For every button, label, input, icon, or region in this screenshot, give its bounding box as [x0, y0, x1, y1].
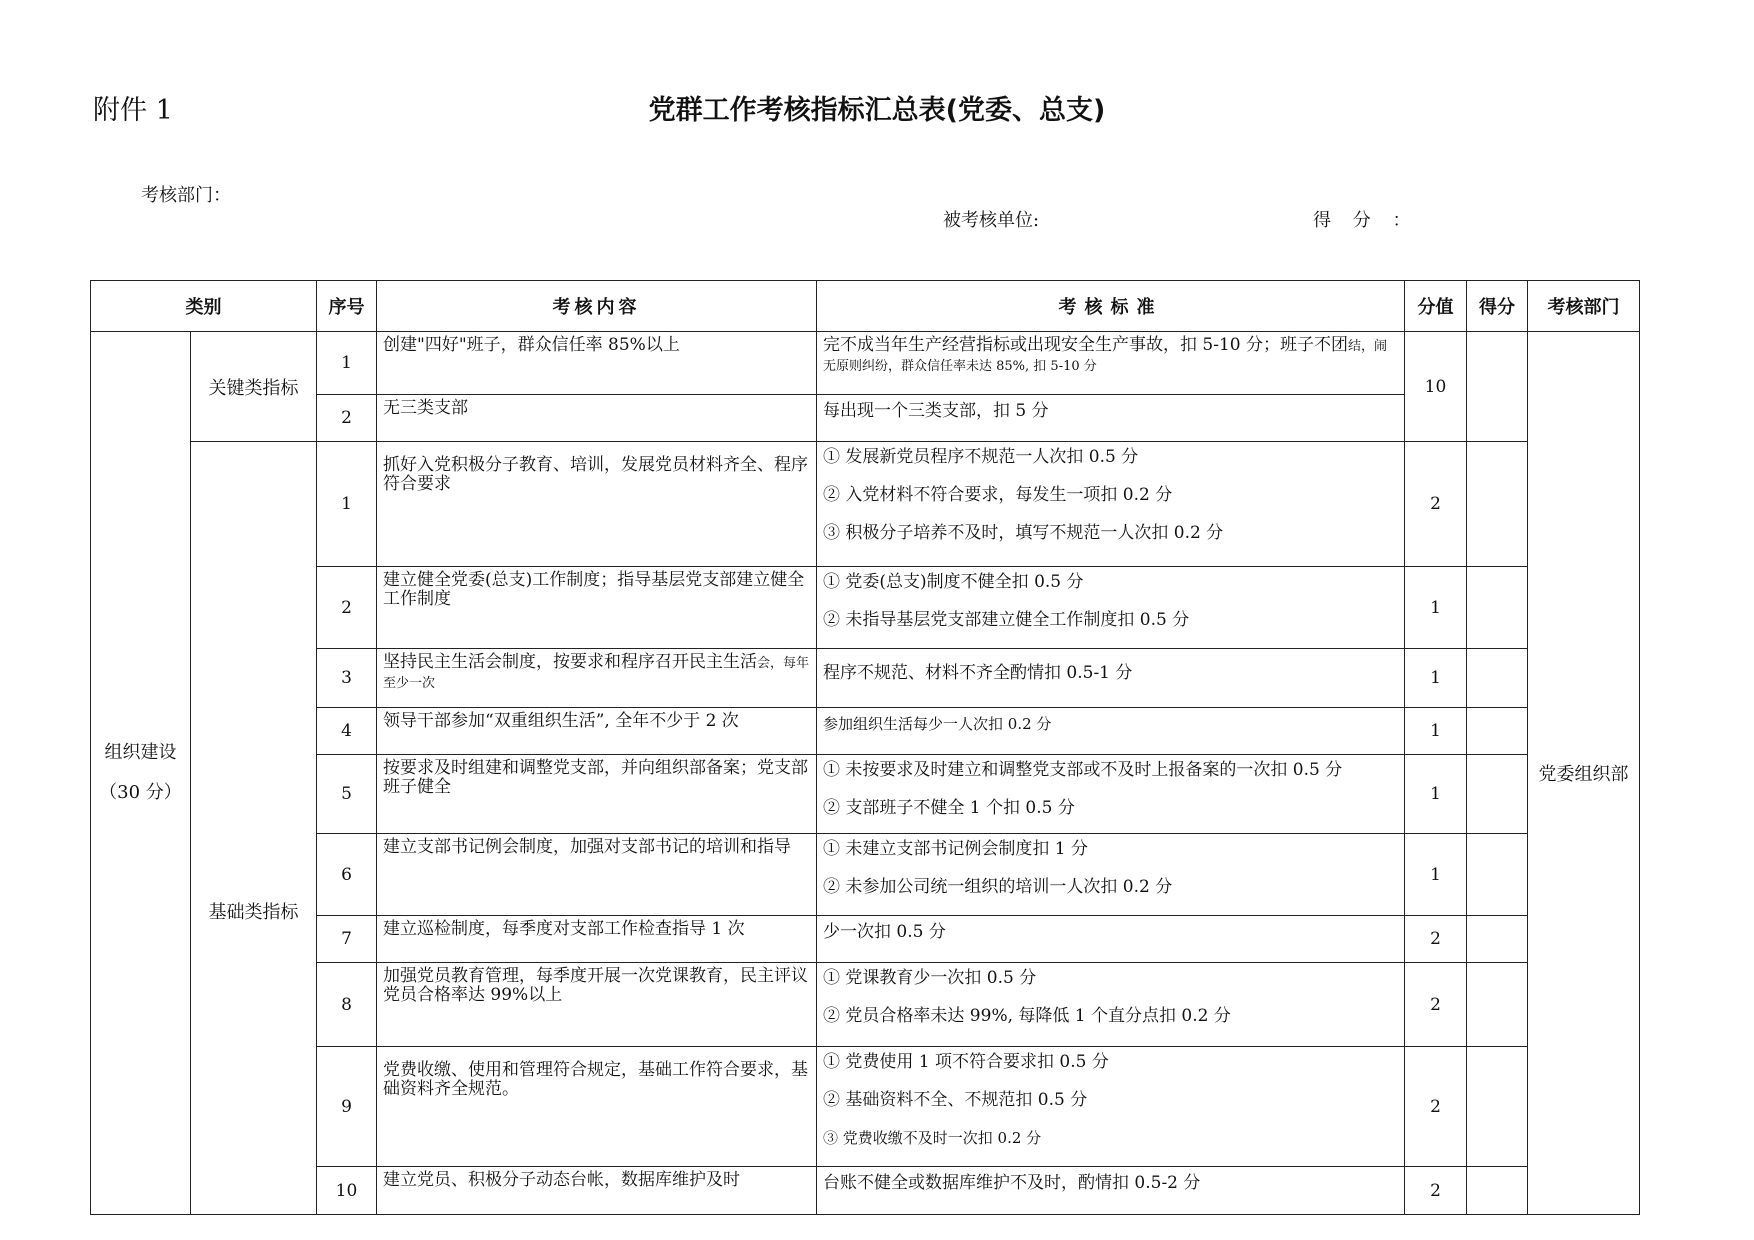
header-dept: 考核部门	[1528, 281, 1640, 332]
standard-line: 程序不规范、材料不齐全酌情扣 0.5-1 分	[823, 663, 1133, 683]
row-standard	[817, 649, 1405, 708]
row-score-cell[interactable]	[1467, 442, 1528, 567]
row-standard	[817, 1167, 1405, 1215]
standard-line: ① 党课教育少一次扣 0.5 分	[823, 968, 1037, 988]
standard-line: ① 未建立支部书记例会制度扣 1 分	[823, 839, 1089, 859]
row-value: 2	[1405, 442, 1467, 567]
standard-line: ② 未参加公司统一组织的培训一人次扣 0.2 分	[823, 877, 1173, 897]
page-title: 党群工作考核指标汇总表(党委、总支)	[648, 95, 1106, 126]
table-row	[91, 1047, 1640, 1167]
category-cell	[91, 332, 191, 1215]
header-no: 序号	[317, 281, 377, 332]
standard-line: ③ 积极分子培养不及时，填写不规范一人次扣 0.2 分	[823, 523, 1224, 543]
row-no: 4	[317, 708, 377, 755]
row-standard	[817, 395, 1405, 442]
subcategory-key: 关键类指标	[191, 332, 317, 442]
row-standard	[817, 332, 1405, 395]
row-value: 1	[1405, 708, 1467, 755]
assessment-table	[90, 280, 1640, 1215]
row-content	[377, 649, 817, 708]
row-standard	[817, 834, 1405, 916]
row-score-cell[interactable]	[1467, 332, 1528, 442]
row-value: 1	[1405, 834, 1467, 916]
row-no: 7	[317, 916, 377, 963]
row-standard	[817, 442, 1405, 567]
standard-line: 结，闹无原则纠纷，群众信任率未达 85%, 扣 5-10 分	[823, 339, 1388, 374]
standard-line: 完不成当年生产经营指标或出现安全生产事故，扣 5-10 分；班子不团	[823, 335, 1348, 355]
row-content: 按要求及时组建和调整党支部，并向组织部备案；党支部班子健全	[377, 755, 817, 834]
table-row	[91, 442, 1640, 567]
table-row	[91, 963, 1640, 1047]
dept-label: 考核部门：	[141, 185, 231, 206]
row-standard	[817, 1047, 1405, 1167]
standard-line: ② 入党材料不符合要求，每发生一项扣 0.2 分	[823, 485, 1173, 505]
header-value: 分值	[1405, 281, 1467, 332]
row-content: 建立党员、积极分子动态台帐，数据库维护及时	[377, 1167, 817, 1215]
row-value: 10	[1405, 332, 1467, 442]
row-score-cell[interactable]	[1467, 1047, 1528, 1167]
row-score-cell[interactable]	[1467, 755, 1528, 834]
standard-line: ① 党费使用 1 项不符合要求扣 0.5 分	[823, 1052, 1109, 1072]
row-value: 1	[1405, 755, 1467, 834]
row-score-cell[interactable]	[1467, 834, 1528, 916]
row-content: 党费收缴、使用和管理符合规定，基础工作符合要求，基础资料齐全规范。	[377, 1047, 817, 1167]
table-row	[91, 567, 1640, 649]
row-content: 加强党员教育管理，每季度开展一次党课教育，民主评议党员合格率达 99%以上	[377, 963, 817, 1047]
row-no: 10	[317, 1167, 377, 1215]
row-standard	[817, 755, 1405, 834]
attachment-label: 附件 1	[93, 95, 173, 126]
row-score-cell[interactable]	[1467, 1167, 1528, 1215]
row-content: 创建"四好"班子，群众信任率 85%以上	[377, 332, 817, 395]
row-standard	[817, 916, 1405, 963]
row-standard	[817, 963, 1405, 1047]
table-row	[91, 708, 1640, 755]
table-row	[91, 834, 1640, 916]
row-score-cell[interactable]	[1467, 567, 1528, 649]
table-row	[91, 755, 1640, 834]
row-score-cell[interactable]	[1467, 916, 1528, 963]
row-value: 2	[1405, 1047, 1467, 1167]
dept-cell: 党委组织部	[1528, 332, 1640, 1215]
header-score: 得分	[1467, 281, 1528, 332]
content-line: 坚持民主生活会制度，按要求和程序召开民主生活	[383, 652, 757, 672]
row-score-cell[interactable]	[1467, 649, 1528, 708]
subcategory-basic: 基础类指标	[191, 442, 317, 1215]
row-content: 建立支部书记例会制度，加强对支部书记的培训和指导	[377, 834, 817, 916]
row-content: 无三类支部	[377, 395, 817, 442]
table-row	[91, 649, 1640, 708]
category-name: 组织建设	[104, 742, 177, 763]
header-content: 考核内容	[377, 281, 817, 332]
standard-line: ① 党委(总支)制度不健全扣 0.5 分	[823, 572, 1084, 592]
standard-line: ① 发展新党员程序不规范一人次扣 0.5 分	[823, 447, 1139, 467]
table-row	[91, 1167, 1640, 1215]
content-line: 会，每年至少一次	[383, 656, 810, 691]
row-content: 建立巡检制度，每季度对支部工作检查指导 1 次	[377, 916, 817, 963]
row-content: 抓好入党积极分子教育、培训，发展党员材料齐全、程序符合要求	[377, 442, 817, 567]
standard-line: ③ 党费收缴不及时一次扣 0.2 分	[823, 1129, 1042, 1147]
row-value: 2	[1405, 963, 1467, 1047]
row-no: 6	[317, 834, 377, 916]
row-score-cell[interactable]	[1467, 963, 1528, 1047]
row-value: 2	[1405, 916, 1467, 963]
standard-line: ② 党员合格率未达 99%, 每降低 1 个直分点扣 0.2 分	[823, 1006, 1231, 1026]
category-points: （30 分）	[99, 782, 182, 803]
row-no: 3	[317, 649, 377, 708]
row-no: 8	[317, 963, 377, 1047]
row-content: 领导干部参加“双重组织生活”, 全年不少于 2 次	[377, 708, 817, 755]
row-value: 2	[1405, 1167, 1467, 1215]
score-label: 得 分 ：	[1313, 210, 1419, 231]
standard-line: ② 基础资料不全、不规范扣 0.5 分	[823, 1090, 1088, 1110]
row-standard	[817, 567, 1405, 649]
header-row	[91, 281, 1640, 332]
header-category: 类别	[91, 281, 317, 332]
standard-line: ② 支部班子不健全 1 个扣 0.5 分	[823, 798, 1075, 818]
standard-line: ② 未指导基层党支部建立健全工作制度扣 0.5 分	[823, 610, 1190, 630]
header-standard: 考核标准	[817, 281, 1405, 332]
row-no: 1	[317, 332, 377, 395]
row-no: 5	[317, 755, 377, 834]
standard-line: 少一次扣 0.5 分	[823, 922, 946, 942]
row-no: 2	[317, 395, 377, 442]
standard-line: 参加组织生活每少一人次扣 0.2 分	[823, 715, 1052, 733]
row-no: 9	[317, 1047, 377, 1167]
row-standard	[817, 708, 1405, 755]
standard-line: 台账不健全或数据库维护不及时，酌情扣 0.5-2 分	[823, 1173, 1201, 1193]
standard-line: 每出现一个三类支部，扣 5 分	[823, 401, 1049, 421]
table-row	[91, 916, 1640, 963]
row-value: 1	[1405, 567, 1467, 649]
row-no: 2	[317, 567, 377, 649]
row-content: 建立健全党委(总支)工作制度；指导基层党支部建立健全工作制度	[377, 567, 817, 649]
table-row	[91, 332, 1640, 395]
row-no: 1	[317, 442, 377, 567]
standard-line: ① 未按要求及时建立和调整党支部或不及时上报备案的一次扣 0.5 分	[823, 760, 1343, 780]
row-score-cell[interactable]	[1467, 708, 1528, 755]
unit-label: 被考核单位:	[943, 210, 1040, 231]
row-value: 1	[1405, 649, 1467, 708]
